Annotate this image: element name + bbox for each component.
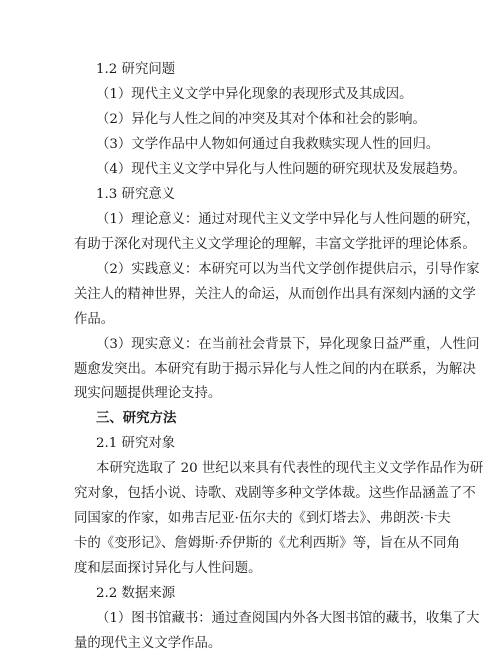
objects-line-2: 究对象，包括小说、诗歌、戏剧等多种文学体裁。这些作品涵盖了不 — [74, 486, 476, 502]
significance-reality-line-3: 现实问题提供理论支持。 — [74, 386, 222, 402]
significance-practice-line-3: 作品。 — [74, 311, 115, 327]
significance-theory-line-2: 有助于深化对现代主义文学理论的理解，丰富文学批评的理论体系。 — [74, 236, 476, 252]
section-heading-2-2: 2.2 数据来源 — [96, 586, 176, 602]
significance-theory-line-1: （1）理论意义：通过对现代主义文学中异化与人性问题的研究， — [96, 211, 480, 227]
chapter-heading-methods: 三、研究方法 — [96, 410, 177, 427]
objects-line-5: 度和层面探讨异化与人性问题。 — [74, 561, 262, 577]
section-heading-1-2: 1.2 研究问题 — [96, 62, 176, 77]
significance-practice-line-2: 关注人的精神世界，关注人的命运，从而创作出具有深刻内涵的文学 — [74, 286, 476, 302]
sources-line-2: 量的现代主义文学作品。 — [74, 636, 222, 651]
section-heading-1-3: 1.3 研究意义 — [96, 186, 176, 202]
question-item-1: （1）现代主义文学中异化现象的表现形式及其成因。 — [96, 87, 413, 102]
objects-line-4: 卡的《变形记》、詹姆斯·乔伊斯的《尤利西斯》等，旨在从不同角 — [74, 536, 460, 552]
question-item-3: （3）文学作品中人物如何通过自我救赎实现人性的回归。 — [96, 136, 440, 152]
section-heading-2-1: 2.1 研究对象 — [96, 436, 176, 452]
question-item-2: （2）异化与人性之间的冲突及其对个体和社会的影响。 — [96, 111, 426, 127]
objects-line-1: 本研究选取了 20 世纪以来具有代表性的现代主义文学作品作为研 — [96, 461, 484, 477]
significance-practice-line-1: （2）实践意义：本研究可以为当代文学创作提供启示，引导作家 — [96, 261, 480, 277]
significance-reality-line-2: 题愈发突出。本研究有助于揭示异化与人性之间的内在联系，为解决 — [74, 361, 476, 377]
sources-line-1: （1）图书馆藏书：通过查阅国内外各大图书馆的藏书，收集了大 — [96, 611, 480, 626]
question-item-4: （4）现代主义文学中异化与人性问题的研究现状及发展趋势。 — [96, 161, 467, 177]
objects-line-3: 同国家的作家，如弗吉尼亚·伍尔夫的《到灯塔去》、弗朗茨·卡夫 — [74, 511, 451, 527]
significance-reality-line-1: （3）现实意义：在当前社会背景下，异化现象日益严重，人性问 — [96, 336, 480, 352]
